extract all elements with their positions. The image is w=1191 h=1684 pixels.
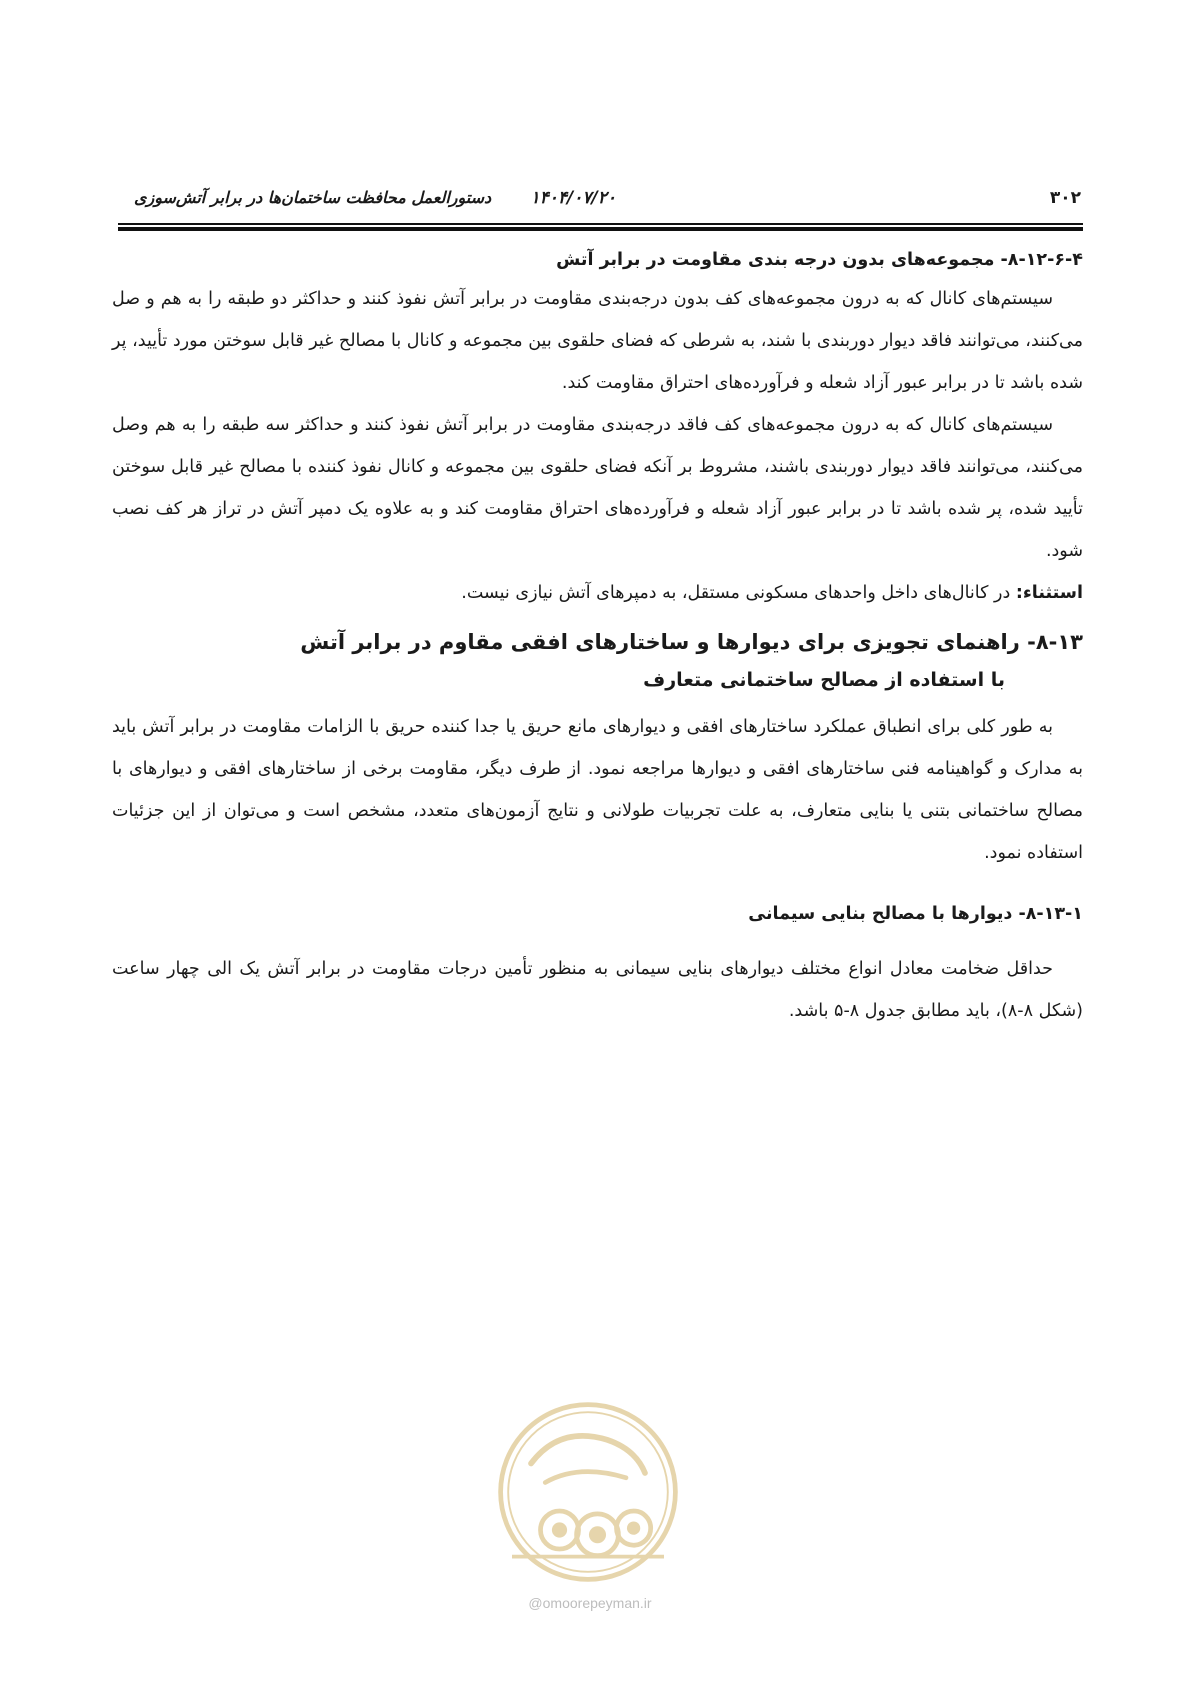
exception-paragraph (112, 572, 1083, 614)
page-header (120, 188, 1081, 222)
page-number: ۳۰۲ (1049, 188, 1081, 208)
paragraph: به طور کلی برای انطباق عملکرد ساختارهای افقی و دیوارهای مانع حریق یا جدا کننده حریق با الزامات مقاومت در برابر آتش باید به مدارک و گواهینامه فنی ساختارهای افقی و دیوارها مراجعه نمود. از طرف دیگر، مقاومت برخی از ساختارهای افقی و دیوارهای با مصالح ساختمانی بتنی یا بنایی متعارف، به علت تجربیات طولانی و نتایج آزمون‌های متعدد، مشخص است و می‌توان از این جزئیات استفاده نمود. (112, 717, 1083, 863)
header-date: ۱۴۰۴/۰۷/۲۰ (530, 188, 616, 208)
section-heading-8-13: ۸-۱۳- راهنمای تجویزی برای دیوارها و ساختارهای افقی مقاوم در برابر آتش (300, 630, 1083, 654)
watermark-logo (493, 1397, 683, 1587)
section-heading-8-13-subtitle: با استفاده از مصالح ساختمانی متعارف (643, 669, 1005, 691)
header-rule (118, 223, 1083, 231)
exception-label: استثناء: (1015, 583, 1083, 603)
section-heading-8-13-1: ۸-۱۳-۱- دیوارها با مصالح بنایی سیمانی (748, 904, 1083, 924)
running-title: دستورالعمل محافظت ساختمان‌ها در برابر آتش‌سوزی (134, 188, 492, 207)
paragraph: سیستم‌های کانال که به درون مجموعه‌های کف بدون درجه‌بندی مقاومت در برابر آتش نفوذ کنند و حداکثر دو طبقه را به هم و صل می‌کنند، می‌توانند فاقد دیوار دوربندی با شند، به شرطی که فضای حلقوی بین مجموعه و کانال با مصالح غیر قابل سوختن مورد تأیید، پر شده باشد تا در برابر عبور آزاد شعله و فرآورده‌های احتراق مقاومت کند. (112, 289, 1083, 393)
paragraph: سیستم‌های کانال که به درون مجموعه‌های کف فاقد درجه‌بندی مقاومت در برابر آتش نفوذ کنند و حداکثر سه طبقه را به هم وصل می‌کنند، می‌توانند فاقد دیوار دوربندی باشند، مشروط بر آنکه فضای حلقوی بین مجموعه و کانال نفوذ کننده با مصالح غیر قابل سوختن تأیید شده، پر شده باشد تا در برابر عبور آزاد شعله و فرآورده‌های احتراق مقاومت کند و به علاوه یک دمپر آتش در تراز هر کف نصب شود. (112, 415, 1083, 561)
page-content (112, 242, 1083, 1032)
header-rule-thin (118, 223, 1083, 225)
watermark-url: @omoorepeyman.ir (528, 1595, 652, 1611)
header-rule-thick (118, 227, 1083, 231)
section-heading-8-12-6-4: ۸-۱۲-۶-۴- مجموعه‌های بدون درجه بندی مقاومت در برابر آتش (556, 250, 1083, 270)
exception-text: در کانال‌های داخل واحدهای مسکونی مستقل، به دمپرهای آتش نیازی نیست. (461, 583, 1016, 603)
paragraph: حداقل ضخامت معادل انواع مختلف دیوارهای بنایی سیمانی به منظور تأمین درجات مقاومت در برابر آتش یک الی چهار ساعت (شکل ۸-۸)، باید مطابق جدول ۸-۵ باشد. (112, 959, 1083, 1021)
